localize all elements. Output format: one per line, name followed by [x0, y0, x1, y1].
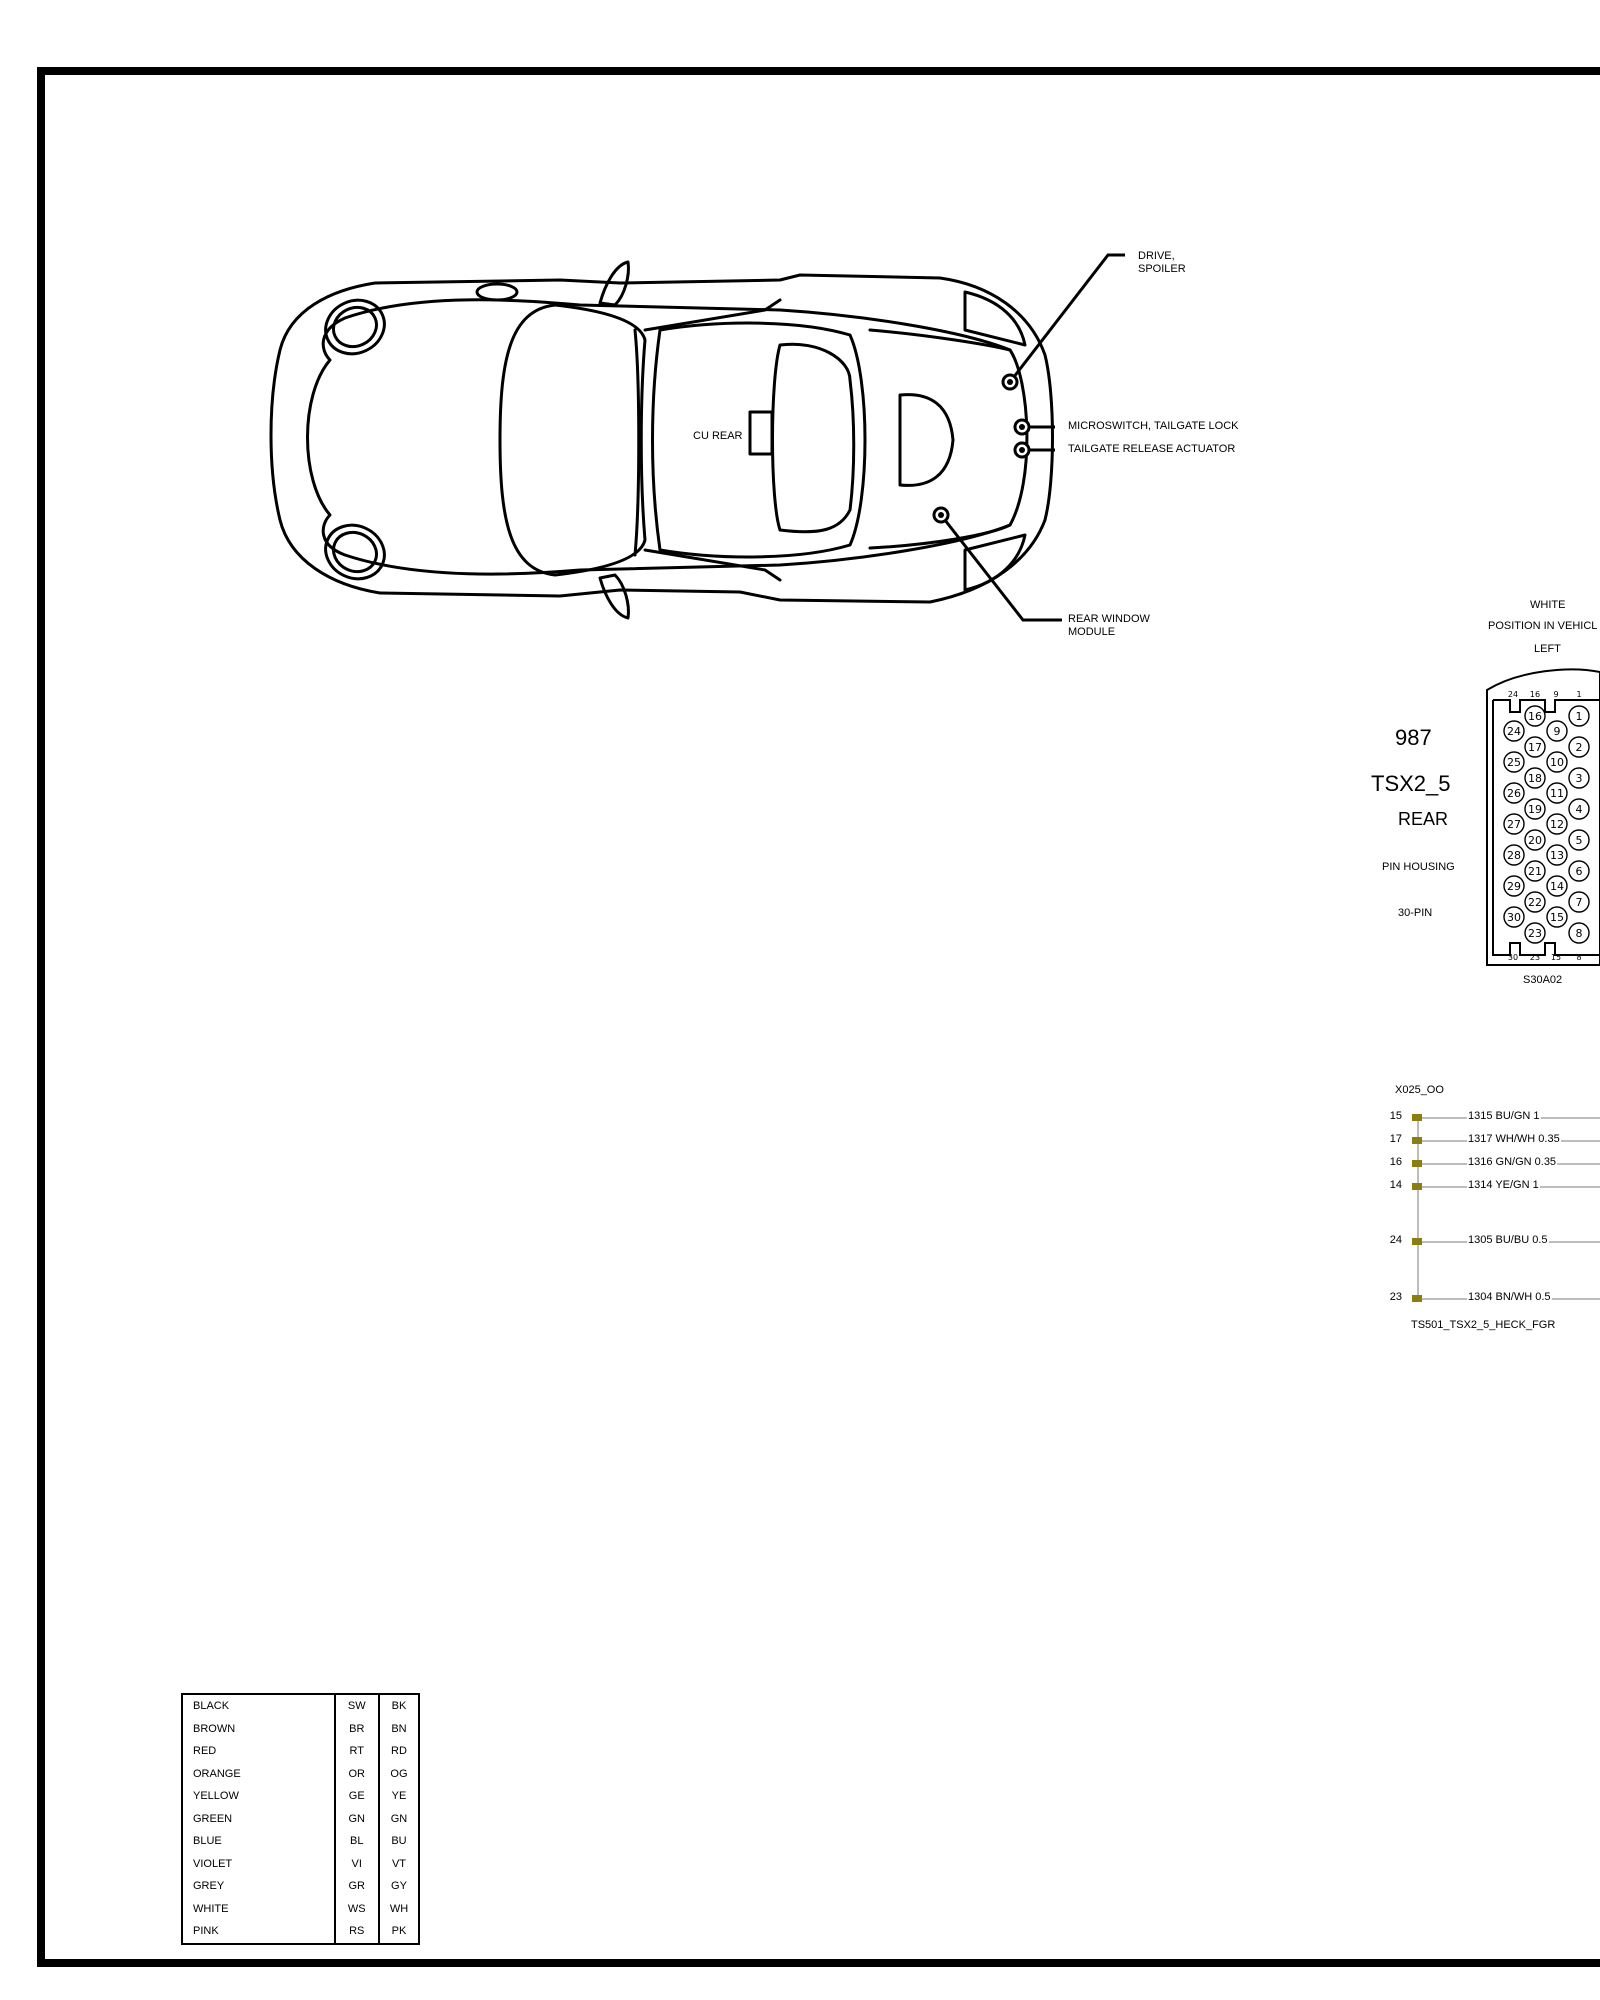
legend-color-name: BLUE [193, 1835, 222, 1847]
wire-pin-number: 23 [1389, 1291, 1402, 1303]
pin-label-19: 19 [1528, 803, 1542, 816]
wire-pin-terminal [1412, 1160, 1422, 1167]
pin-label-7: 7 [1575, 896, 1583, 909]
legend-code-en: PK [379, 1920, 419, 1944]
connector-type: PIN HOUSING [1382, 861, 1455, 873]
pin-label-10: 10 [1550, 756, 1564, 769]
legend-code-en: VT [379, 1853, 419, 1876]
legend-row [182, 1808, 419, 1831]
legend-code-de: OR [335, 1763, 379, 1786]
wire-pin-number: 24 [1389, 1234, 1402, 1246]
connector-model: 987 [1395, 725, 1432, 750]
wire-label: 1317 WH/WH 0.35 [1468, 1133, 1560, 1145]
legend-color-name: ORANGE [193, 1767, 241, 1780]
wire-pin-terminal [1412, 1183, 1422, 1190]
connector-side: LEFT [1534, 643, 1561, 655]
pin-label-24: 24 [1507, 725, 1521, 738]
wire-pin-terminal [1412, 1114, 1422, 1121]
legend-row [182, 1694, 419, 1718]
legend-color-name: GREY [193, 1880, 225, 1892]
legend-row [182, 1785, 419, 1808]
legend-code-en: GN [379, 1808, 419, 1831]
top-pin-number: 24 [1507, 690, 1519, 699]
connector-pin-count: 30-PIN [1398, 907, 1433, 919]
connector-location: REAR [1398, 809, 1449, 829]
pin-label-8: 8 [1575, 927, 1583, 940]
pin-label-17: 17 [1528, 741, 1542, 754]
pin-label-1: 1 [1575, 710, 1583, 723]
connector-name: TSX2_5 [1371, 771, 1451, 796]
pin-label-26: 26 [1507, 787, 1521, 800]
wire-label: 1305 BU/BU 0.5 [1468, 1234, 1548, 1246]
legend-row [182, 1830, 419, 1853]
pin-label-20: 20 [1528, 834, 1542, 847]
legend-color-name: BROWN [193, 1722, 236, 1735]
legend-code-de: SW [335, 1694, 379, 1718]
legend-code-en: GY [379, 1875, 419, 1898]
bottom-pin-number: 23 [1529, 953, 1541, 962]
legend-row [182, 1740, 419, 1763]
microswitch-label: MICROSWITCH, TAILGATE LOCK [1068, 420, 1239, 432]
rear-window-label: REAR WINDOW MODULE [1068, 613, 1150, 638]
pin-label-22: 22 [1528, 896, 1542, 909]
pin-label-14: 14 [1550, 880, 1564, 893]
wire-label: 1314 YE/GN 1 [1468, 1179, 1539, 1191]
pin-label-9: 9 [1553, 725, 1561, 738]
wire-pin-number: 14 [1389, 1179, 1402, 1191]
wiring-footer: TS501_TSX2_5_HECK_FGR [1411, 1319, 1556, 1331]
pin-label-15: 15 [1550, 911, 1564, 924]
position-in-vehicle-label: POSITION IN VEHICL [1488, 620, 1598, 632]
wire-pin-terminal [1412, 1295, 1422, 1302]
top-pin-number: 16 [1529, 690, 1541, 699]
legend-code-de: BL [335, 1830, 379, 1853]
pin-label-5: 5 [1575, 834, 1583, 847]
rear-window-leader [941, 515, 1062, 620]
legend-code-en: YE [379, 1785, 419, 1808]
legend-code-de: GR [335, 1875, 379, 1898]
legend-row [182, 1853, 419, 1876]
legend-color-name: YELLOW [193, 1790, 239, 1802]
legend-code-de: GE [335, 1785, 379, 1808]
legend-code-de: WS [335, 1898, 379, 1921]
color-code-legend [181, 1693, 420, 1945]
bottom-pin-number: 30 [1507, 953, 1519, 962]
connector-part-number: S30A02 [1523, 974, 1563, 986]
legend-row [182, 1898, 419, 1921]
legend-code-en: OG [379, 1763, 419, 1786]
bottom-pin-number: 8 [1576, 953, 1582, 962]
top-pin-number: 1 [1576, 690, 1582, 699]
legend-row [182, 1763, 419, 1786]
pin-label-11: 11 [1550, 787, 1564, 800]
legend-color-name: VIOLET [193, 1857, 233, 1870]
legend-code-de: RS [335, 1920, 379, 1944]
pin-label-27: 27 [1507, 818, 1521, 831]
legend-color-name: GREEN [193, 1812, 233, 1825]
legend-code-en: BN [379, 1718, 419, 1741]
drive-spoiler-leader [1010, 255, 1125, 382]
legend-code-de: VI [335, 1853, 379, 1876]
drive-spoiler-label: DRIVE, SPOILER [1138, 250, 1186, 275]
pin-label-29: 29 [1507, 880, 1521, 893]
legend-code-de: GN [335, 1808, 379, 1831]
legend-color-name: BLACK [193, 1700, 230, 1712]
legend-row [182, 1875, 419, 1898]
tailgate-actuator-label: TAILGATE RELEASE ACTUATOR [1068, 443, 1236, 455]
pin-label-4: 4 [1575, 803, 1583, 816]
cu-rear-label: CU REAR [693, 430, 743, 442]
wire-pin-number: 17 [1389, 1133, 1402, 1145]
pin-label-6: 6 [1575, 865, 1583, 878]
pin-label-30: 30 [1507, 911, 1521, 924]
legend-code-en: WH [379, 1898, 419, 1921]
pin-label-3: 3 [1575, 772, 1583, 785]
legend-code-de: BR [335, 1718, 379, 1741]
pin-label-12: 12 [1550, 818, 1564, 831]
legend-color-name: RED [193, 1745, 217, 1757]
wire-pin-number: 15 [1389, 1110, 1402, 1122]
pin-label-25: 25 [1507, 756, 1521, 769]
wire-label: 1315 BU/GN 1 [1468, 1110, 1540, 1122]
pin-label-28: 28 [1507, 849, 1521, 862]
pin-label-18: 18 [1528, 772, 1542, 785]
legend-row [182, 1718, 419, 1741]
wiring-connector-id: X025_OO [1395, 1084, 1444, 1096]
connector-color: WHITE [1530, 599, 1566, 611]
legend-code-en: BU [379, 1830, 419, 1853]
pin-label-2: 2 [1575, 741, 1583, 754]
wire-pin-terminal [1412, 1137, 1422, 1144]
legend-code-en: RD [379, 1740, 419, 1763]
legend-code-de: RT [335, 1740, 379, 1763]
legend-code-en: BK [379, 1694, 419, 1718]
bottom-pin-number: 15 [1550, 953, 1562, 962]
wire-pin-terminal [1412, 1238, 1422, 1245]
wire-label: 1316 GN/GN 0.35 [1468, 1156, 1557, 1168]
top-pin-number: 9 [1553, 690, 1559, 699]
pin-label-16: 16 [1528, 710, 1542, 723]
pin-label-23: 23 [1528, 927, 1542, 940]
wire-label: 1304 BN/WH 0.5 [1468, 1291, 1551, 1303]
legend-color-name: PINK [193, 1925, 219, 1937]
wire-pin-number: 16 [1389, 1156, 1402, 1168]
pin-label-13: 13 [1550, 849, 1564, 862]
pin-label-21: 21 [1528, 865, 1542, 878]
legend-row [182, 1920, 419, 1944]
legend-color-name: WHITE [193, 1902, 229, 1915]
